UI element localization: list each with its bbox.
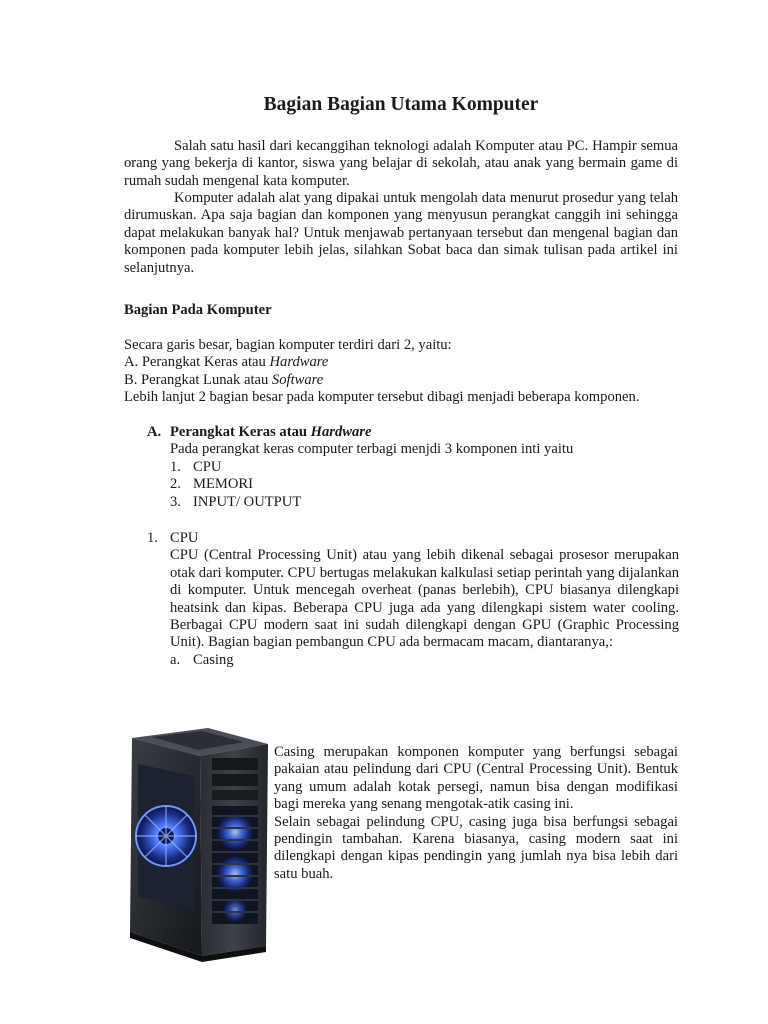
list-item-number: 1. — [170, 458, 181, 475]
page-title: Bagian Bagian Utama Komputer — [263, 94, 539, 115]
cpu-description: CPU (Central Processing Unit) atau yang lebih dikenal sebagai prosesor merupakan otak dari komputer. CPU bertugas melakukan kalkulasi setiap perintah yang dijalankan di komputer. Untuk mencegah overheat (panas berlebih), CPU biasanya dilengkapi heatsink dan kipas. Beberapa CPU juga ada yang dilengkapi sistem water cooling. Berbagai CPU modern saat ini sudah dilengkapi dengan GPU (Graphic Processing Unit). Bagian bagian pembangun CPU ada bermacam macam, diantaranya,: — [170, 547, 679, 651]
list-item — [170, 494, 687, 511]
section-a-heading-text: Perangkat Keras atau — [170, 424, 311, 440]
cpu-number: 1. — [147, 530, 158, 546]
cpu-sub-marker: a. — [170, 651, 181, 668]
bagian-item-b-italic: Software — [271, 371, 324, 388]
intro-paragraph-1: Salah satu hasil dari kecanggihan teknologi adalah Komputer atau PC. Hampir semua orang yang bekerja di kantor, siswa yang belajar di sekolah, atau anak yang bermain game di rumah sudah mengenal kata komputer. — [124, 138, 678, 189]
list-item-label: MEMORI — [193, 476, 253, 493]
cpu-sub-item — [147, 652, 679, 669]
bagian-item-b — [124, 372, 684, 389]
bagian-item-a — [124, 354, 684, 371]
bagian-item-a-italic: Hardware — [269, 354, 329, 371]
cpu-sub-label: Casing — [193, 651, 234, 668]
list-item-label: INPUT/ OUTPUT — [193, 493, 302, 510]
cpu-heading-text: CPU — [170, 530, 199, 546]
section-heading-bagian: Bagian Pada Komputer — [124, 302, 272, 318]
cpu-section — [147, 530, 679, 669]
intro-paragraph-2: Komputer adalah alat yang dipakai untuk mengolah data menurut prosedur yang telah dirumuskan. Apa saja bagian dan komponen yang menyusun perangkat canggih ini sehingga dapat melakukan banyak hal? Untuk menjawab pertanyaan tersebut dan mengenal bagian dan komponen pada komputer lebih jelas, silahkan Sobat baca dan simak tulisan pada artikel ini selanjutnya. — [124, 190, 678, 276]
bagian-content — [124, 337, 684, 407]
list-item-number: 2. — [170, 476, 181, 493]
casing-description — [274, 744, 678, 883]
casing-paragraph-1: Casing merupakan komponen komputer yang berfungsi sebagai pakaian atau pelindung dari CPU (Central Processing Unit). Bentuk yang umum adalah kotak persegi, namun bisa dengan modifikasi bagi mereka yang senang mengotak-atik casing ini. — [274, 744, 678, 813]
pc-casing-image — [122, 724, 272, 962]
section-a-heading — [147, 424, 687, 441]
section-a-marker: A. — [147, 424, 162, 440]
list-item-label: CPU — [193, 458, 222, 475]
bagian-item-b-text: B. Perangkat Lunak atau — [124, 371, 272, 388]
list-item-number: 3. — [170, 493, 181, 510]
bagian-intro-line: Secara garis besar, bagian komputer terdiri dari 2, yaitu: — [124, 337, 452, 353]
list-item — [170, 476, 687, 493]
section-a — [147, 424, 687, 511]
bagian-item-a-text: A. Perangkat Keras atau — [124, 354, 270, 371]
section-a-intro: Pada perangkat keras computer terbagi menjdi 3 komponen inti yaitu — [170, 441, 574, 458]
list-item — [170, 459, 687, 476]
section-a-heading-italic: Hardware — [310, 424, 372, 440]
casing-paragraph-2: Selain sebagai pelindung CPU, casing juga bisa berfungsi sebagai pendingin tambahan. Karena biasanya, casing modern saat ini dilengkapi dengan kipas pendingin yang jumlah nya bisa lebih dari satu buah. — [274, 813, 678, 882]
cpu-heading — [147, 530, 679, 547]
section-a-list — [147, 459, 687, 511]
bagian-after-line: Lebih lanjut 2 bagian besar pada komputer tersebut dibagi menjadi beberapa komponen. — [124, 389, 640, 406]
